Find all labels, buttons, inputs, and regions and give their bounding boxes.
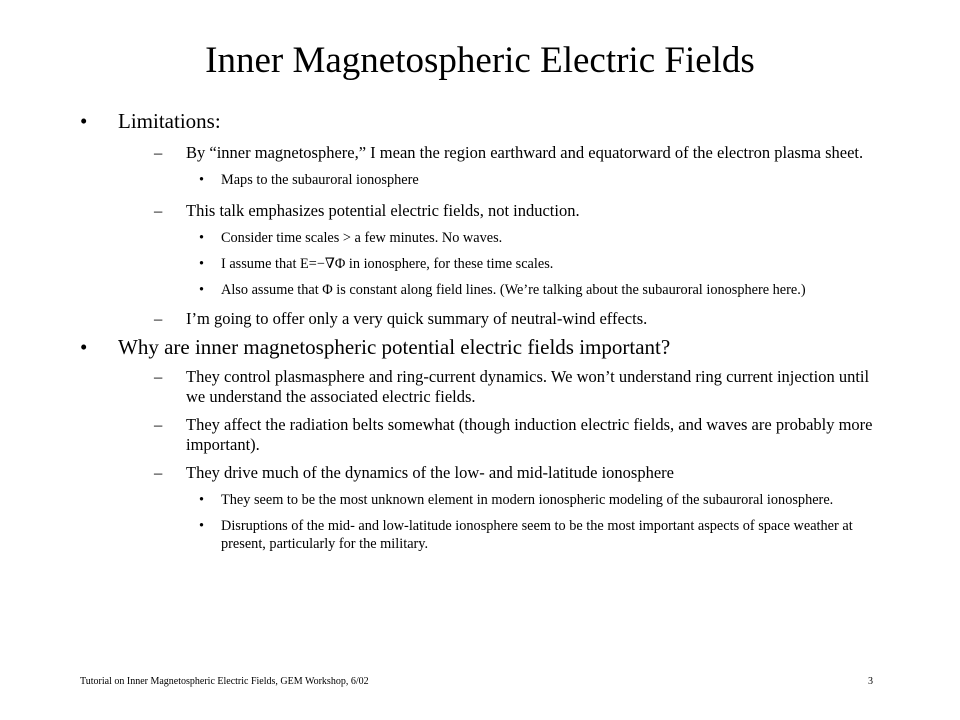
- sub-sub-bullet-field-lines: [80, 281, 890, 299]
- sub-bullet-plasmasphere: [80, 367, 890, 407]
- sub-bullet-text: They affect the radiation belts somewhat (though induction electric fields, and waves are probably more important).: [186, 415, 873, 454]
- bullet-text: Why are inner magnetospheric potential electric fields important?: [118, 335, 671, 359]
- dash-marker: –: [154, 463, 163, 482]
- sub-bullet-text: By “inner magnetosphere,” I mean the region earthward and equatorward of the electron plasma sheet.: [186, 143, 864, 162]
- sub-bullet-potential-fields: [80, 201, 890, 221]
- sub-sub-bullet-time-scales: [80, 229, 890, 247]
- sub-sub-bullet-text: Disruptions of the mid- and low-latitude ionosphere seem to be the most important aspects of space weather at present, particularly for the military.: [221, 518, 853, 552]
- dash-marker: –: [154, 415, 163, 434]
- bullet-marker: •: [199, 230, 205, 246]
- sub-bullet-text: They control plasmasphere and ring-current dynamics. We won’t understand ring current injection until we understand the associated electric fields.: [186, 367, 870, 406]
- sub-bullet-radiation-belts: [80, 415, 890, 455]
- dash-marker: –: [154, 367, 163, 386]
- dash-marker: –: [154, 201, 163, 220]
- sub-bullet-text: They drive much of the dynamics of the low- and mid-latitude ionosphere: [186, 463, 674, 482]
- footer-caption: Tutorial on Inner Magnetospheric Electric Fields, GEM Workshop, 6/02: [80, 676, 369, 687]
- dash-marker: –: [154, 309, 163, 328]
- sub-sub-bullet-text: They seem to be the most unknown element in modern ionospheric modeling of the subauroral ionosphere.: [221, 492, 834, 508]
- bullet-marker: •: [80, 109, 88, 133]
- sub-sub-bullet-text: Also assume that Φ is constant along field lines. (We’re talking about the subauroral ionosphere here.): [221, 282, 806, 298]
- sub-sub-bullet-text: Consider time scales > a few minutes. No waves.: [221, 230, 503, 246]
- page-number: 3: [868, 676, 873, 687]
- sub-bullet-text: I’m going to offer only a very quick summary of neutral-wind effects.: [186, 309, 648, 328]
- bullet-why-important: [80, 334, 890, 361]
- bullet-limitations: [80, 108, 890, 135]
- sub-sub-bullet-gradient: [80, 255, 890, 273]
- bullet-marker: •: [199, 518, 205, 534]
- slide-title: Inner Magnetospheric Electric Fields: [205, 40, 755, 81]
- sub-sub-bullet-subauroral: [80, 171, 890, 189]
- dash-marker: –: [154, 143, 163, 162]
- sub-sub-bullet-text: Maps to the subauroral ionosphere: [221, 172, 419, 188]
- bullet-text: Limitations:: [118, 109, 221, 133]
- bullet-marker: •: [199, 256, 205, 272]
- sub-sub-bullet-text: I assume that E=−∇Φ in ionosphere, for these time scales.: [221, 256, 554, 272]
- sub-sub-bullet-unknown-element: [80, 491, 890, 509]
- bullet-marker: •: [80, 335, 88, 359]
- bullet-marker: •: [199, 172, 205, 188]
- bullet-marker: •: [199, 492, 205, 508]
- sub-sub-bullet-disruptions: [80, 517, 890, 553]
- sub-bullet-ionosphere-dynamics: [80, 463, 890, 483]
- slide-body: [80, 108, 890, 553]
- sub-bullet-neutral-wind: [80, 309, 890, 329]
- sub-bullet-inner-magnetosphere-definition: [80, 143, 890, 163]
- sub-bullet-text: This talk emphasizes potential electric fields, not induction.: [186, 201, 580, 220]
- bullet-marker: •: [199, 282, 205, 298]
